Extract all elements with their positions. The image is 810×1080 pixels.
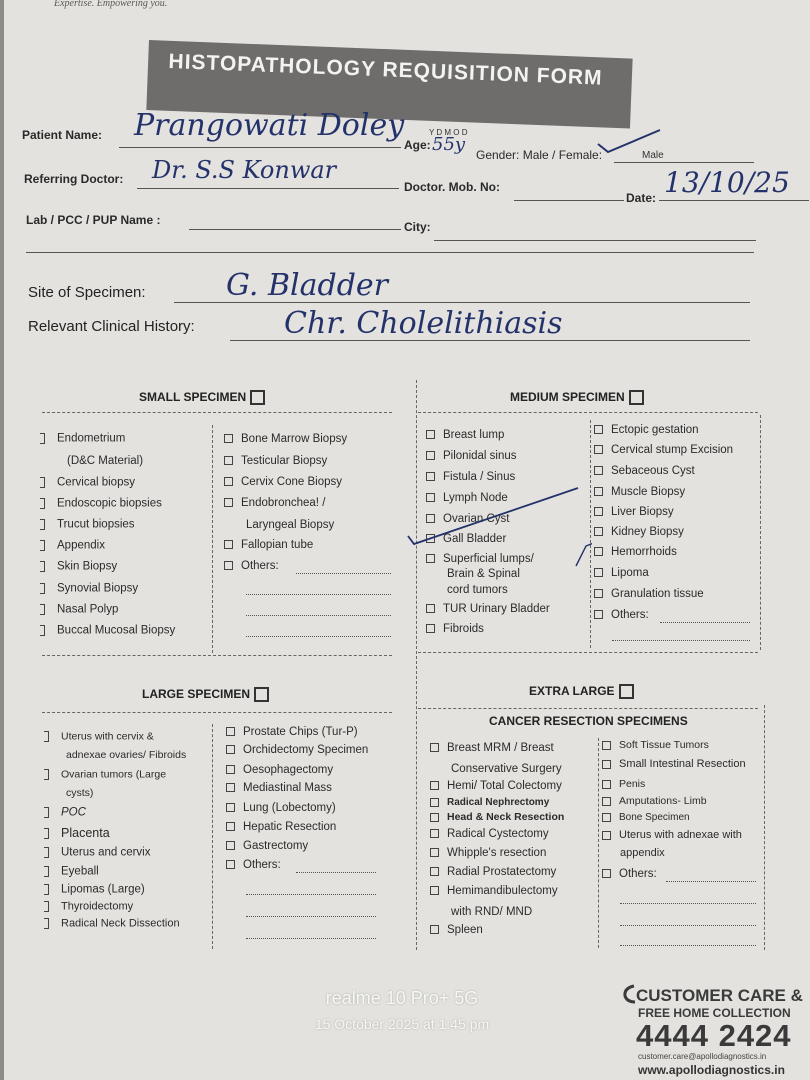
- cancer-resection-heading: CANCER RESECTION SPECIMENS: [489, 714, 688, 728]
- large-specimen-checkbox[interactable]: [254, 687, 269, 702]
- large-item-uterus-cervix[interactable]: Uterus with cervix &: [44, 731, 154, 742]
- patient-name-value[interactable]: Prangowati Doley: [134, 108, 405, 143]
- large-item-radical-neck-dissection[interactable]: Radical Neck Dissection: [44, 918, 180, 929]
- extra-others-line-2: [620, 903, 756, 904]
- doctor-mob-label: Doctor. Mob. No:: [404, 180, 500, 194]
- gender-label: Gender: Male / Female:: [476, 148, 603, 162]
- extra-item-penis[interactable]: Penis: [602, 779, 645, 790]
- small-item-fallopian-tube[interactable]: Fallopian tube: [224, 540, 313, 552]
- large-item-orchidectomy[interactable]: Orchidectomy Specimen: [226, 745, 368, 757]
- small-item-skin-biopsy[interactable]: Skin Biopsy: [40, 561, 117, 573]
- medium-others-line: [660, 622, 750, 623]
- large-col-divider: [212, 724, 213, 949]
- home-collection-label: FREE HOME COLLECTION: [638, 1006, 791, 1020]
- small-top-rule: [42, 412, 392, 413]
- age-value[interactable]: 55y: [432, 134, 466, 155]
- site-label: Site of Specimen:: [28, 284, 146, 301]
- medium-item-fibroids[interactable]: Fibroids: [426, 624, 484, 636]
- extra-top-rule: [418, 708, 758, 709]
- medium-item-brain-spinal: Brain & Spinal: [447, 568, 520, 580]
- medium-item-others[interactable]: Others:: [594, 610, 649, 622]
- customer-care-label: CUSTOMER CARE &: [636, 986, 803, 1005]
- lab-line: [189, 229, 401, 230]
- small-item-endoscopic-biopsies[interactable]: Endoscopic biopsies: [40, 498, 162, 510]
- extra-item-conservative-surgery: Conservative Surgery: [451, 763, 562, 775]
- medium-right-rule: [760, 415, 761, 650]
- medium-item-cervical-stump-excision[interactable]: Cervical stump Excision: [594, 445, 733, 457]
- site-value[interactable]: G. Bladder: [226, 268, 388, 303]
- small-item-nasal-polyp[interactable]: Nasal Polyp: [40, 604, 118, 616]
- website-link[interactable]: www.apollodiagnostics.in: [638, 1063, 785, 1077]
- age-label: Age:: [404, 138, 431, 152]
- extra-item-head-neck-resection[interactable]: Head & Neck Resection: [430, 812, 564, 823]
- large-others-line-2: [246, 894, 376, 895]
- large-item-ovarian-tumors[interactable]: Ovarian tumors (Large: [44, 769, 166, 780]
- extra-item-radial-prostatectomy[interactable]: Radial Prostatectomy: [430, 867, 556, 879]
- extra-col-divider: [598, 738, 599, 948]
- extra-item-appendix: appendix: [620, 847, 665, 859]
- date-label: Date:: [626, 191, 657, 205]
- large-specimen-heading: [142, 687, 269, 702]
- small-col-divider: [212, 425, 213, 653]
- history-label: Relevant Clinical History:: [28, 318, 195, 335]
- small-item-buccal-mucosal-biopsy[interactable]: Buccal Mucosal Biopsy: [40, 625, 175, 637]
- large-item-gastrectomy[interactable]: Gastrectomy: [226, 841, 308, 853]
- small-specimen-checkbox[interactable]: [250, 390, 265, 405]
- large-item-eyeball[interactable]: Eyeball: [44, 866, 99, 878]
- date-value[interactable]: 13/10/25: [664, 166, 790, 199]
- small-item-trucut-biopsies[interactable]: Trucut biopsies: [40, 519, 135, 531]
- large-item-hepatic-resection[interactable]: Hepatic Resection: [226, 822, 336, 834]
- extra-others-line-4: [620, 945, 756, 946]
- small-item-others[interactable]: Others:: [224, 561, 279, 573]
- large-item-cysts: cysts): [66, 787, 94, 799]
- extra-others-line-3: [620, 925, 756, 926]
- medium-item-granulation-tissue[interactable]: Granulation tissue: [594, 589, 704, 601]
- patient-name-label: Patient Name:: [22, 128, 103, 142]
- medium-item-liver-biopsy[interactable]: Liver Biopsy: [594, 507, 674, 519]
- gender-value: Male: [642, 150, 664, 161]
- extra-large-title: EXTRA LARGE: [529, 684, 615, 698]
- large-item-placenta[interactable]: Placenta: [44, 827, 110, 840]
- large-item-poc[interactable]: POC: [44, 807, 86, 819]
- large-item-lipomas-large[interactable]: Lipomas (Large): [44, 884, 145, 896]
- medium-specimen-heading: [510, 390, 644, 405]
- extra-item-amputations-limb[interactable]: Amputations- Limb: [602, 796, 707, 807]
- camera-watermark-device: realme 10 Pro+ 5G: [325, 988, 479, 1008]
- extra-right-rule: [764, 705, 765, 950]
- small-item-synovial-biopsy[interactable]: Synovial Biopsy: [40, 583, 138, 595]
- large-others-line: [296, 872, 376, 873]
- extra-large-checkbox[interactable]: [619, 684, 634, 699]
- extra-large-heading: [529, 684, 634, 699]
- medium-bottom-rule: [418, 652, 758, 653]
- tick-mark-icon: [594, 126, 664, 156]
- small-item-cervical-biopsy[interactable]: Cervical biopsy: [40, 477, 135, 489]
- extra-item-spleen[interactable]: Spleen: [430, 925, 483, 937]
- medium-item-kidney-biopsy[interactable]: Kidney Biopsy: [594, 527, 684, 539]
- extra-item-bone-specimen[interactable]: Bone Specimen: [602, 813, 690, 823]
- referring-doctor-label: Referring Doctor:: [24, 172, 124, 186]
- medium-item-muscle-biopsy[interactable]: Muscle Biopsy: [594, 487, 685, 499]
- medium-specimen-checkbox[interactable]: [629, 390, 644, 405]
- extra-line: [26, 252, 754, 253]
- large-item-others[interactable]: Others:: [226, 860, 281, 872]
- extra-others-line: [666, 881, 756, 882]
- large-others-line-4: [246, 938, 376, 939]
- patient-name-line: [119, 147, 401, 148]
- large-others-line-3: [246, 916, 376, 917]
- requisition-form: [4, 0, 810, 1080]
- gender-line: [614, 162, 754, 163]
- large-item-adnexae-fibroids: adnexae ovaries/ Fibroids: [66, 749, 187, 761]
- medium-others-line-2: [612, 640, 750, 641]
- small-item-testicular-biopsy[interactable]: Testicular Biopsy: [224, 456, 327, 468]
- camera-watermark-timestamp: 15 October 2025 at 1:45 pm: [314, 1016, 490, 1032]
- extra-item-colectomy[interactable]: Hemi/ Total Colectomy: [430, 781, 562, 793]
- age-units: Y D M O D: [429, 128, 468, 137]
- extra-item-others[interactable]: Others:: [602, 869, 657, 881]
- small-item-laryngeal-biopsy: Laryngeal Biopsy: [246, 519, 335, 531]
- small-item-appendix[interactable]: Appendix: [40, 540, 105, 552]
- small-others-line-3: [246, 615, 391, 616]
- extra-item-uterus-adnexae[interactable]: Uterus with adnexae with: [602, 830, 742, 841]
- medium-top-rule: [418, 412, 758, 413]
- medium-item-hemorrhoids[interactable]: Hemorrhoids: [594, 547, 677, 559]
- form-title: HISTOPATHOLOGY REQUISITION FORM: [168, 50, 603, 90]
- small-others-line-2: [246, 594, 391, 595]
- referring-doctor-value[interactable]: Dr. S.S Konwar: [152, 156, 337, 184]
- medium-item-gall-bladder[interactable]: Gall Bladder: [426, 534, 506, 546]
- center-divider: [416, 380, 417, 950]
- small-specimen-heading: [139, 390, 265, 405]
- referring-doctor-line: [137, 188, 399, 189]
- small-specimen-title: SMALL SPECIMEN: [139, 390, 247, 404]
- extra-item-small-intestinal-resection[interactable]: Small Intestinal Resection: [602, 759, 746, 770]
- lab-label: Lab / PCC / PUP Name :: [26, 213, 161, 227]
- medium-item-superficial-lumps[interactable]: Superficial lumps/: [426, 554, 534, 566]
- extra-item-rnd-mnd: with RND/ MND: [451, 906, 533, 918]
- large-item-prostate-chips[interactable]: Prostate Chips (Tur-P): [226, 727, 358, 739]
- small-item-endometrium[interactable]: Endometrium: [40, 433, 125, 445]
- doctor-mob-line: [514, 200, 624, 201]
- medium-item-pilonidal-sinus[interactable]: Pilonidal sinus: [426, 451, 517, 463]
- gall-bladder-check-mark-icon: [402, 484, 592, 574]
- large-specimen-title: LARGE SPECIMEN: [142, 687, 251, 701]
- small-others-line: [296, 573, 391, 574]
- small-bottom-rule: [42, 655, 392, 656]
- small-others-line-4: [246, 636, 391, 637]
- customer-care-phone[interactable]: 4444 2424: [636, 1018, 792, 1053]
- small-item-endobronchial[interactable]: Endobronchea! /: [224, 498, 325, 510]
- medium-item-ectopic-gestation[interactable]: Ectopic gestation: [594, 425, 699, 437]
- customer-care-email[interactable]: customer.care@apollodiagnostics.in: [638, 1052, 767, 1061]
- extra-item-hemimandibulectomy[interactable]: Hemimandibulectomy: [430, 886, 558, 898]
- medium-item-sebaceous-cyst[interactable]: Sebaceous Cyst: [594, 466, 695, 478]
- medium-item-breast-lump[interactable]: Breast lump: [426, 430, 504, 442]
- extra-item-radical-nephrectomy[interactable]: Radical Nephrectomy: [430, 798, 549, 808]
- extra-item-whipples-resection[interactable]: Whipple's resection: [430, 848, 546, 860]
- medium-specimen-title: MEDIUM SPECIMEN: [510, 390, 625, 404]
- medium-item-tur-urinary-bladder[interactable]: TUR Urinary Bladder: [426, 604, 550, 616]
- large-item-lung-lobectomy[interactable]: Lung (Lobectomy): [226, 803, 336, 815]
- large-item-thyroidectomy[interactable]: Thyroidectomy: [44, 901, 133, 912]
- city-line: [434, 240, 756, 241]
- small-item-dc-material: (D&C Material): [67, 455, 144, 467]
- medium-item-lipoma[interactable]: Lipoma: [594, 568, 649, 580]
- date-line: [659, 200, 809, 201]
- large-item-uterus-and-cervix[interactable]: Uterus and cervix: [44, 847, 150, 859]
- small-item-bone-marrow-biopsy[interactable]: Bone Marrow Biopsy: [224, 434, 347, 446]
- city-label: City:: [404, 220, 431, 234]
- tagline: Expertise. Empowering you.: [54, 0, 168, 9]
- large-item-oesophagectomy[interactable]: Oesophagectomy: [226, 765, 333, 777]
- small-item-cervix-cone-biopsy[interactable]: Cervix Cone Biopsy: [224, 477, 342, 489]
- medium-item-ovarian-cyst[interactable]: Ovarian Cyst: [426, 514, 509, 526]
- medium-item-lymph-node[interactable]: Lymph Node: [426, 493, 508, 505]
- history-value[interactable]: Chr. Cholelithiasis: [284, 306, 563, 341]
- extra-item-radical-cystectomy[interactable]: Radical Cystectomy: [430, 829, 549, 841]
- medium-item-cord-tumors: cord tumors: [447, 584, 508, 596]
- large-item-mediastinal-mass[interactable]: Mediastinal Mass: [226, 783, 332, 795]
- extra-item-soft-tissue-tumors[interactable]: Soft Tissue Tumors: [602, 740, 709, 751]
- extra-item-breast-mrm[interactable]: Breast MRM / Breast: [430, 743, 554, 755]
- large-top-rule: [42, 712, 392, 713]
- medium-item-fistula-sinus[interactable]: Fistula / Sinus: [426, 472, 515, 484]
